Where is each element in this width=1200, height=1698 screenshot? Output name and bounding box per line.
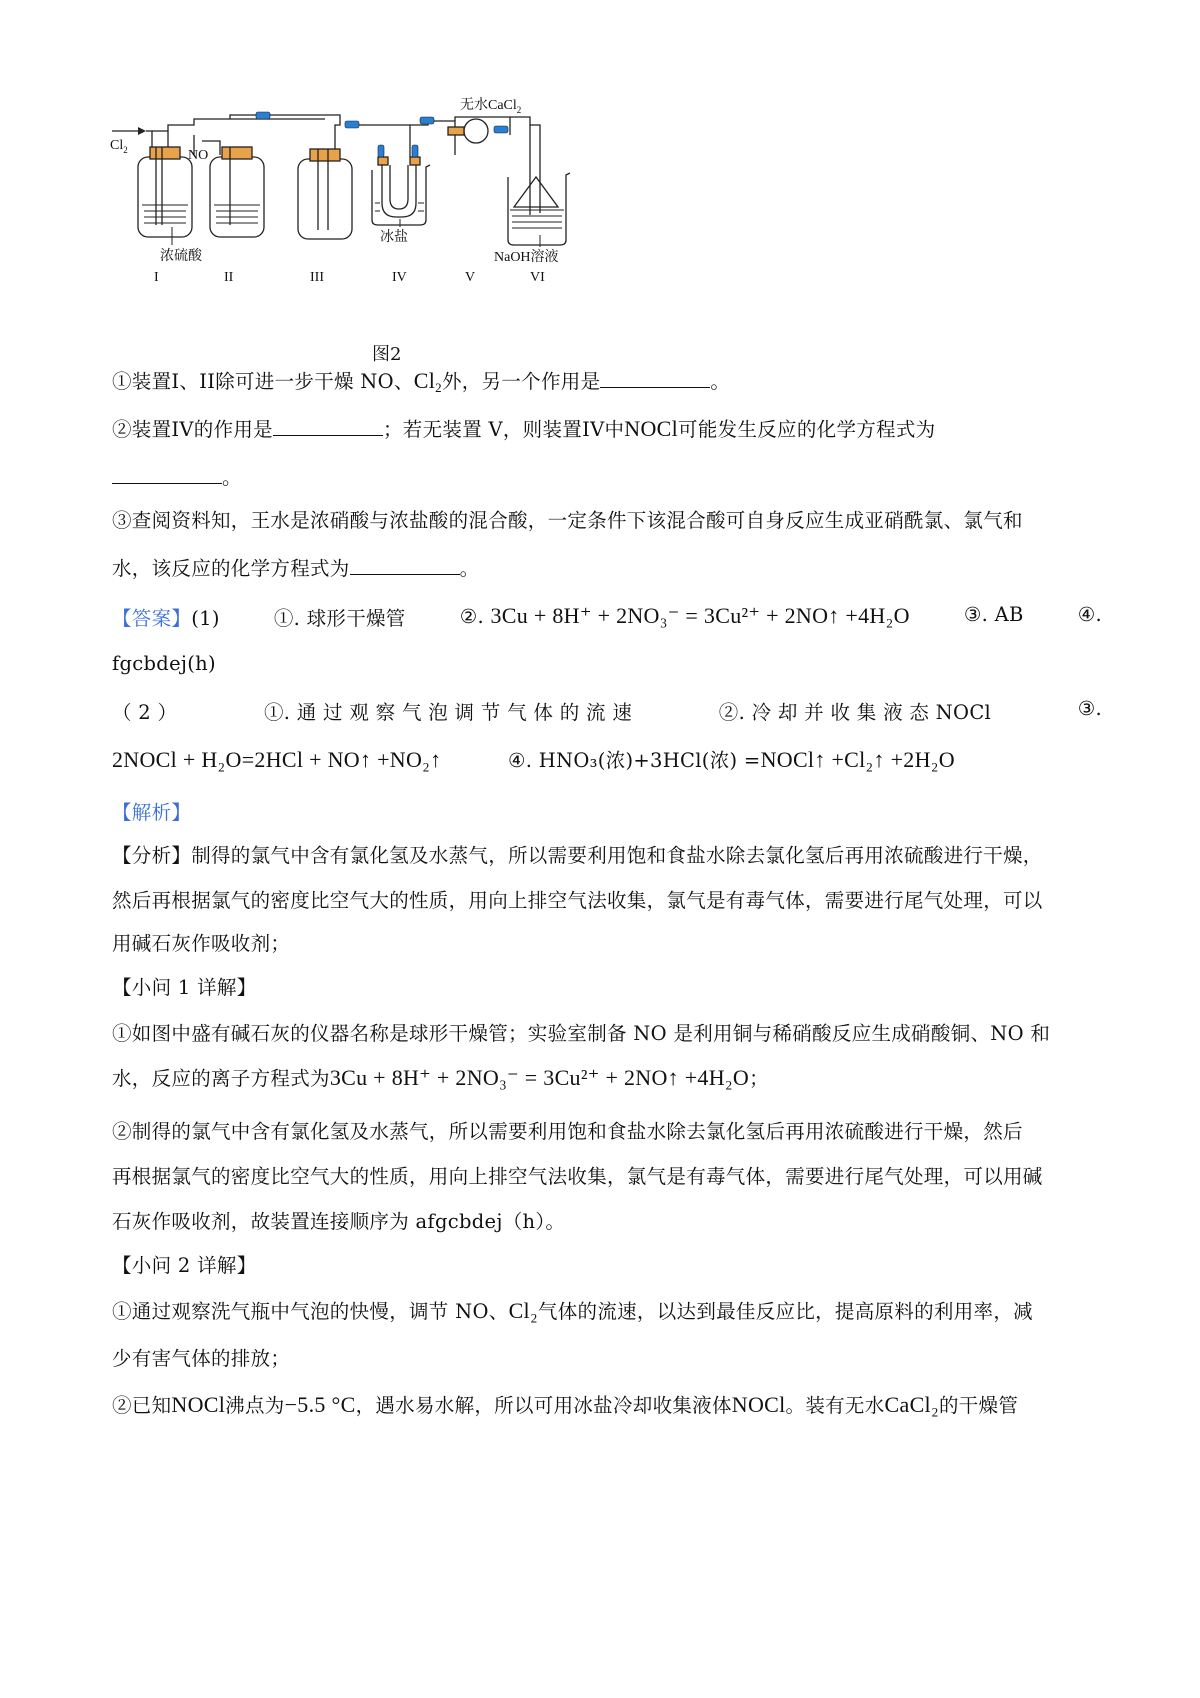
analysis-tag: 【解析】 xyxy=(112,801,192,824)
answer-blank[interactable] xyxy=(112,465,222,484)
question-3-line1: ③查阅资料知，王水是浓硝酸与浓盐酸的混合酸，一定条件下该混合酸可自身反应生成亚硝酰氯、氯气和 xyxy=(112,509,1023,532)
roman-label: II xyxy=(224,270,234,285)
question-3-line2: 水，该反应的化学方程式为 。 xyxy=(112,557,480,580)
roman-label: III xyxy=(310,270,324,285)
question-1: ①装置I、II除可进一步干燥 NO、$Cl_2$外，另一个作用是 。 xyxy=(112,368,731,395)
analysis-line: 然后再根据氯气的密度比空气大的性质，用向上排空气法收集，氯气是有毒气体，需要进行尾气处理，可以 xyxy=(112,889,1043,912)
acid-label: 浓硫酸 xyxy=(160,249,202,264)
sub-question-2-tag: 【小问 2 详解】 xyxy=(112,1254,257,1277)
question-2-cont: 。 xyxy=(112,462,242,490)
analysis-line: ②已知NOCl沸点为−5.5 °C，遇水易水解，所以可用冰盐冷却收集液体NOCl。装有无水CaCl₂的干燥管 xyxy=(112,1392,1019,1417)
analysis-line: 用碱石灰作吸收剂； xyxy=(112,932,291,955)
naoh-label: NaOH溶液 xyxy=(494,250,559,265)
answer-blank[interactable] xyxy=(273,417,383,436)
cl2-label: $Cl_2$ xyxy=(110,138,128,155)
analysis-line: ①如图中盛有碱石灰的仪器名称是球形干燥管；实验室制备 NO 是利用铜与稀硝酸反应生成硝酸铜、NO 和 xyxy=(112,1022,1051,1045)
analysis-line: 再根据氯气的密度比空气大的性质，用向上排空气法收集，氯气是有毒气体，需要进行尾气处理，可以用碱 xyxy=(112,1165,1043,1188)
answer-line-2: fgcbdej(h) xyxy=(112,652,216,675)
analysis-line: 石灰作吸收剂，故装置连接顺序为 afgcbdej（h）。 xyxy=(112,1210,566,1233)
answer-blank[interactable] xyxy=(600,369,710,388)
roman-label: IV xyxy=(392,270,407,285)
roman-label: I xyxy=(154,270,159,285)
roman-label: VI xyxy=(530,270,545,285)
answer-line-4: 2NOCl + H₂O=2HCl + NO↑ +NO₂↑ ④. HNO₃(浓)+3HCl(浓) =NOCl↑ +Cl₂↑ +2H₂O xyxy=(112,747,955,772)
analysis-line: 水，反应的离子方程式为3Cu + 8H⁺ + 2NO₃⁻ = 3Cu²⁺ + 2NO↑ +4H₂O； xyxy=(112,1065,769,1090)
figure-caption: 图2 xyxy=(372,344,402,365)
analysis-line: 【分析】制得的氯气中含有氯化氢及水蒸气，所以需要利用饱和食盐水除去氯化氢后再用浓硫酸进行干燥， xyxy=(112,844,1043,867)
no-label: NO xyxy=(188,148,209,163)
ice-salt-label: 冰盐 xyxy=(380,230,408,245)
cacl2-label: 无水CaCl$_2$ xyxy=(460,98,522,115)
answer-tag: 【答案】 xyxy=(112,607,192,630)
answer-blank[interactable] xyxy=(350,556,460,575)
question-2: ②装置IV的作用是 ；若无装置 V，则装置IV中NOCl可能发生反应的化学方程式为 xyxy=(112,416,936,441)
answer-line-1: 【答案】(1) ①. 球形干燥管 ②. 3Cu + 8H⁺ + 2NO₃⁻ = 3Cu²⁺ + 2NO↑ +4H₂O ③. AB ④. xyxy=(112,603,1102,630)
analysis-line: ②制得的氯气中含有氯化氢及水蒸气，所以需要利用饱和食盐水除去氯化氢后再用浓硫酸进行干燥，然后 xyxy=(112,1120,1023,1143)
apparatus-diagram xyxy=(110,95,630,310)
sub-question-1-tag: 【小问 1 详解】 xyxy=(112,976,257,999)
roman-label: V xyxy=(465,270,476,285)
analysis-line: 少有害气体的排放； xyxy=(112,1347,291,1370)
analysis-line: ①通过观察洗气瓶中气泡的快慢，调节 NO、Cl₂气体的流速，以达到最佳反应比，提高原料的利用率，减 xyxy=(112,1298,1033,1323)
answer-line-3: （ 2 ） ①. 通 过 观 察 气 泡 调 节 气 体 的 流 速 ②. 冷 却 并 收 集 液 态 NOCl ③. xyxy=(112,697,1102,724)
